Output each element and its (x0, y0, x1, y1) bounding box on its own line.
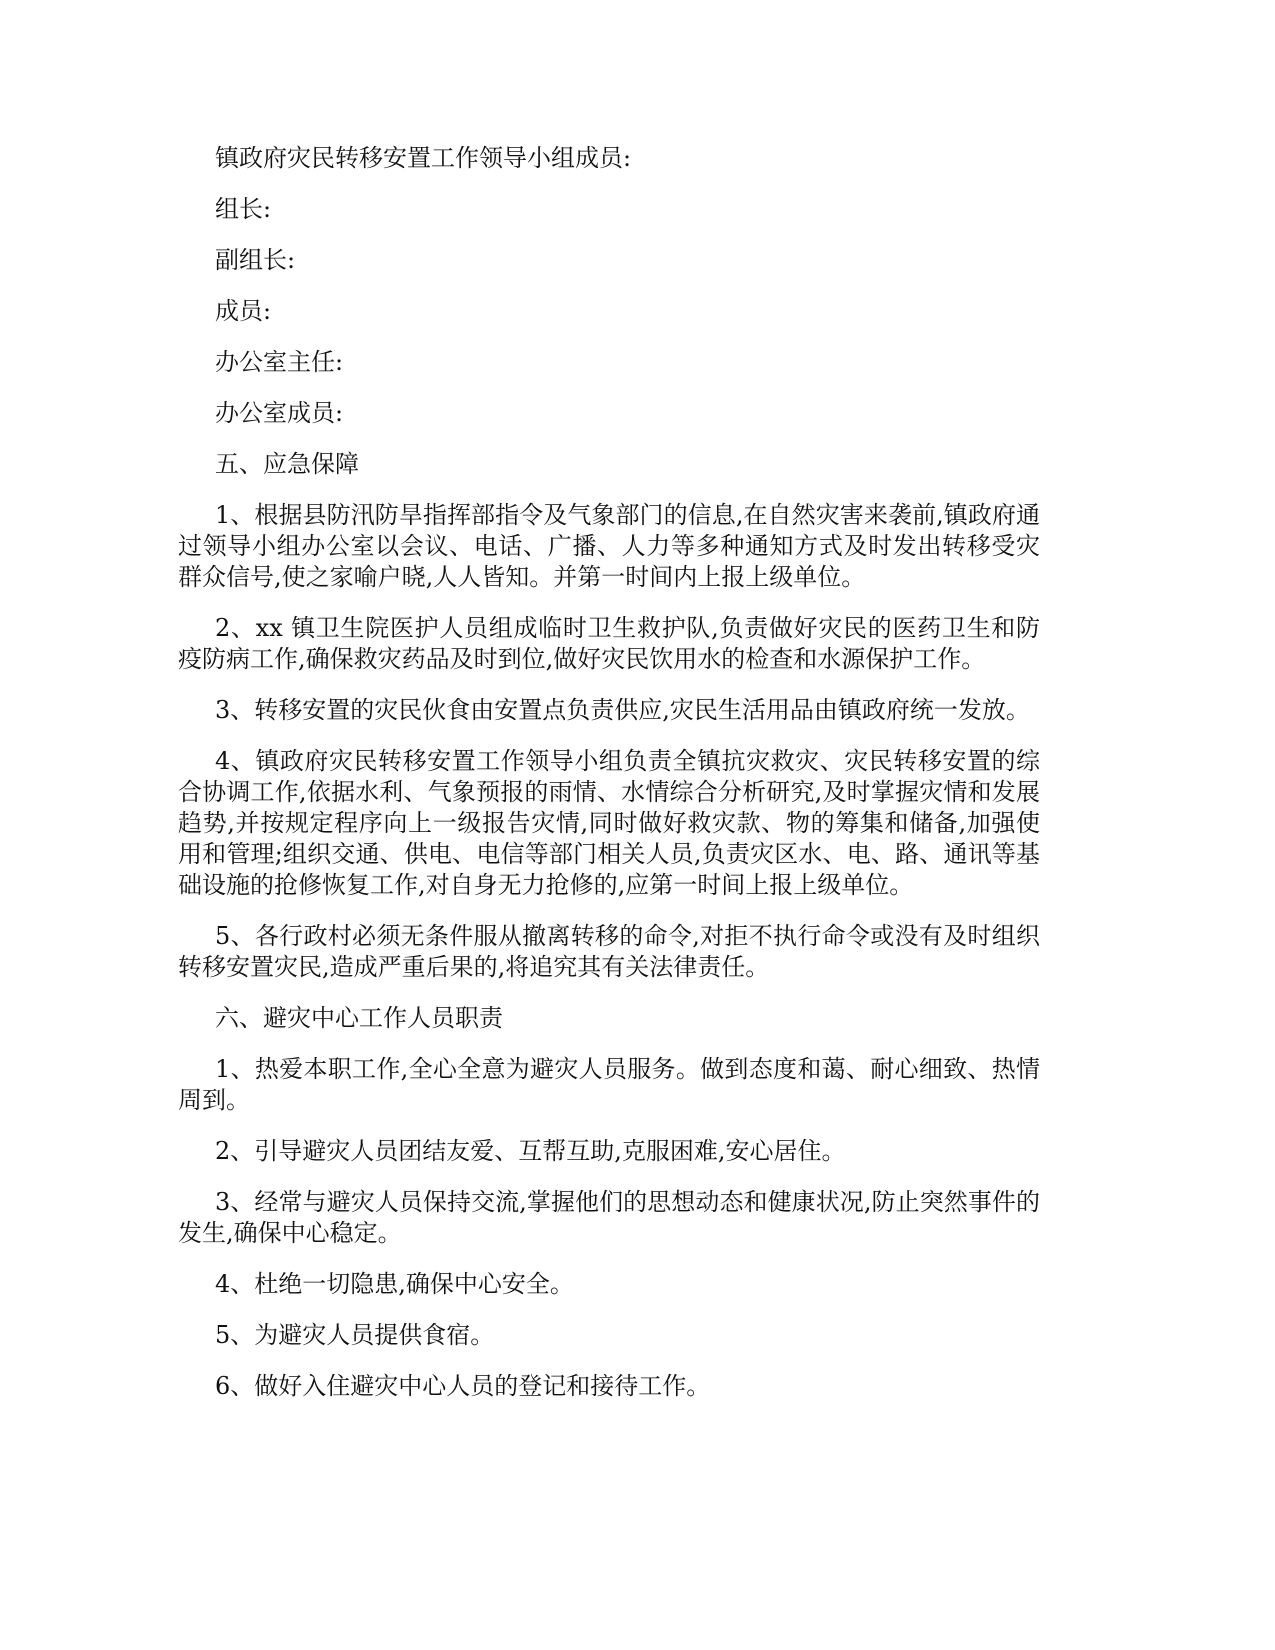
document-body (178, 143, 1040, 1422)
section6-item: 3、经常与避灾人员保持交流,掌握他们的思想动态和健康状况,防止突然事件的发生,确保中心稳定。 (178, 1188, 1040, 1247)
role-office-director: 办公室主任: (215, 348, 344, 376)
section5-item: 2、xx 镇卫生院医护人员组成临时卫生救护队,负责做好灾民的医药卫生和防疫防病工作,确保救灾药品及时到位,做好灾民饮用水的检查和水源保护工作。 (178, 614, 1040, 673)
role-members: 成员: (215, 297, 272, 325)
section5-item: 1、根据县防汛防旱指挥部指令及气象部门的信息,在自然灾害来袭前,镇政府通过领导小组办公室以会议、电话、广播、人力等多种通知方式及时发出转移受灾群众信号,使之家喻户晓,人人皆知。并第一时间内上报上级单位。 (178, 501, 1040, 591)
section5-item: 4、镇政府灾民转移安置工作领导小组负责全镇抗灾救灾、灾民转移安置的综合协调工作,依据水利、气象预报的雨情、水情综合分析研究,及时掌握灾情和发展趋势,并按规定程序向上一级报告灾情,同时做好救灾款、物的筹集和储备,加强使用和管理;组织交通、供电、电信等部门相关人员,负责灾区水、电、路、通讯等基础设施的抢修恢复工作,对自身无力抢修的,应第一时间上报上级单位。 (178, 747, 1040, 899)
section5-item: 5、各行政村必须无条件服从撤离转移的命令,对拒不执行命令或没有及时组织转移安置灾民,造成严重后果的,将追究其有关法律责任。 (178, 922, 1040, 981)
section5-item: 3、转移安置的灾民伙食由安置点负责供应,灾民生活用品由镇政府统一发放。 (215, 696, 1030, 724)
section6-item: 1、热爱本职工作,全心全意为避灾人员服务。做到态度和蔼、耐心细致、热情周到。 (178, 1055, 1040, 1114)
section5-heading: 五、应急保障 (215, 450, 359, 478)
section6-item: 6、做好入住避灾中心人员的登记和接待工作。 (215, 1372, 711, 1400)
role-group-leader: 组长: (215, 195, 272, 223)
role-office-members: 办公室成员: (215, 399, 344, 427)
section6-item: 4、杜绝一切隐患,确保中心安全。 (215, 1270, 574, 1298)
leader-group-title: 镇政府灾民转移安置工作领导小组成员: (215, 144, 632, 172)
role-deputy-leader: 副组长: (215, 246, 296, 274)
section6-item: 2、引导避灾人员团结友爱、互帮互助,克服困难,安心居住。 (215, 1137, 846, 1165)
section6-item: 5、为避灾人员提供食宿。 (215, 1321, 495, 1349)
section6-heading: 六、避灾中心工作人员职责 (215, 1004, 503, 1032)
